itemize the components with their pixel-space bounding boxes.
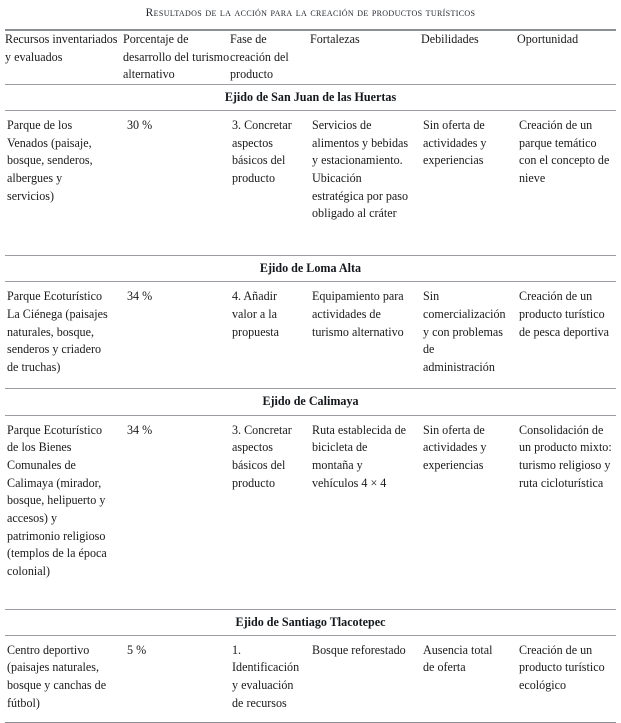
column-header-fortalezas: Fortalezas: [310, 31, 360, 46]
cell-debilidades: Sin comercialización y con problemas de administración: [423, 289, 506, 374]
cell-fortalezas: Ruta establecida de bicicleta de montaña y vehículos 4 × 4: [312, 422, 407, 490]
section-header-row: [5, 256, 616, 282]
cell-porcentaje: 30 %: [127, 118, 153, 133]
section-heading-loma-alta: Ejido de Loma Alta: [259, 261, 362, 276]
cell-porcentaje: 34 %: [127, 289, 153, 304]
section-header-row: [5, 389, 616, 415]
table-row: [5, 635, 616, 723]
cell-fase: 4. Añadir valor a la propuesta: [232, 289, 280, 339]
cell-debilidades: Sin oferta de actividades y experiencias: [423, 422, 487, 472]
cell-oportunidad: Consolidación de un producto mixto: turismo religioso y ruta cicloturística: [519, 422, 612, 490]
cell-fase: 3. Concretar aspectos básicos del producto: [232, 422, 292, 490]
cell-fortalezas: Equipamiento para actividades de turismo alternativo: [312, 289, 404, 339]
cell-fase: 3. Concretar aspectos básicos del producto: [232, 118, 292, 186]
column-header-porcentaje: Porcentaje de desarrollo del turismo alternativo: [123, 31, 230, 82]
cell-debilidades: Sin oferta de actividades y experiencias: [423, 118, 487, 168]
cell-recursos: Parque de los Venados (paisaje, bosque, senderos, albergues y servicios): [7, 118, 93, 203]
section-header-row: [5, 609, 616, 635]
column-header-debilidades: Debilidades: [421, 31, 479, 46]
cell-porcentaje: 34 %: [127, 422, 153, 437]
results-table: [5, 29, 616, 723]
column-header-oportunidad: Oportunidad: [517, 31, 579, 46]
cell-oportunidad: Creación de un producto turístico de pesca deportiva: [519, 289, 609, 339]
table-row: [5, 282, 616, 387]
table-body: [5, 84, 616, 722]
cell-recursos: Centro deportivo (paisajes naturales, bosque y canchas de fútbol): [7, 642, 107, 710]
cell-porcentaje: 5 %: [127, 642, 147, 657]
table-row: [5, 415, 616, 590]
block-spacer: [5, 591, 616, 610]
cell-oportunidad: Creación de un parque temático con el concepto de nieve: [519, 118, 610, 186]
column-header-fase: Fase de creación del producto: [230, 31, 289, 82]
table-row: [5, 111, 616, 233]
section-heading-santiago-tlacotepec: Ejido de Santiago Tlacotepec: [235, 614, 386, 629]
table-header-row: [5, 30, 616, 84]
cell-fase: 1. Identificación y evaluación de recursos: [232, 642, 300, 710]
cell-fortalezas: Servicios de alimentos y bebidas y estacionamiento. Ubicación estratégica por paso obligado al cráter: [312, 118, 409, 221]
section-header-row: [5, 84, 616, 110]
cell-oportunidad: Creación de un producto turístico ecológico: [519, 642, 605, 693]
column-header-recursos: Recursos inventariados y evaluados: [5, 31, 118, 64]
section-heading-calimaya: Ejido de Calimaya: [262, 394, 359, 409]
cell-recursos: Parque Ecoturístico de los Bienes Comunales de Calimaya (mirador, bosque, helipuerto y accesos) y patrimonio religioso (templos de la época colonial): [7, 422, 107, 578]
cell-fortalezas: Bosque reforestado: [312, 642, 406, 657]
block-spacer: [5, 233, 616, 256]
section-heading-san-juan-de-las-huertas: Ejido de San Juan de las Huertas: [224, 89, 397, 104]
cell-debilidades: Ausencia total de oferta: [423, 642, 493, 675]
page-title: Resultados de la acción para la creación de productos turísticos: [145, 7, 476, 19]
table-header: [5, 30, 616, 84]
cell-recursos: Parque Ecoturístico La Ciénega (paisajes naturales, bosque, senderos y criadero de truchas): [7, 289, 108, 374]
